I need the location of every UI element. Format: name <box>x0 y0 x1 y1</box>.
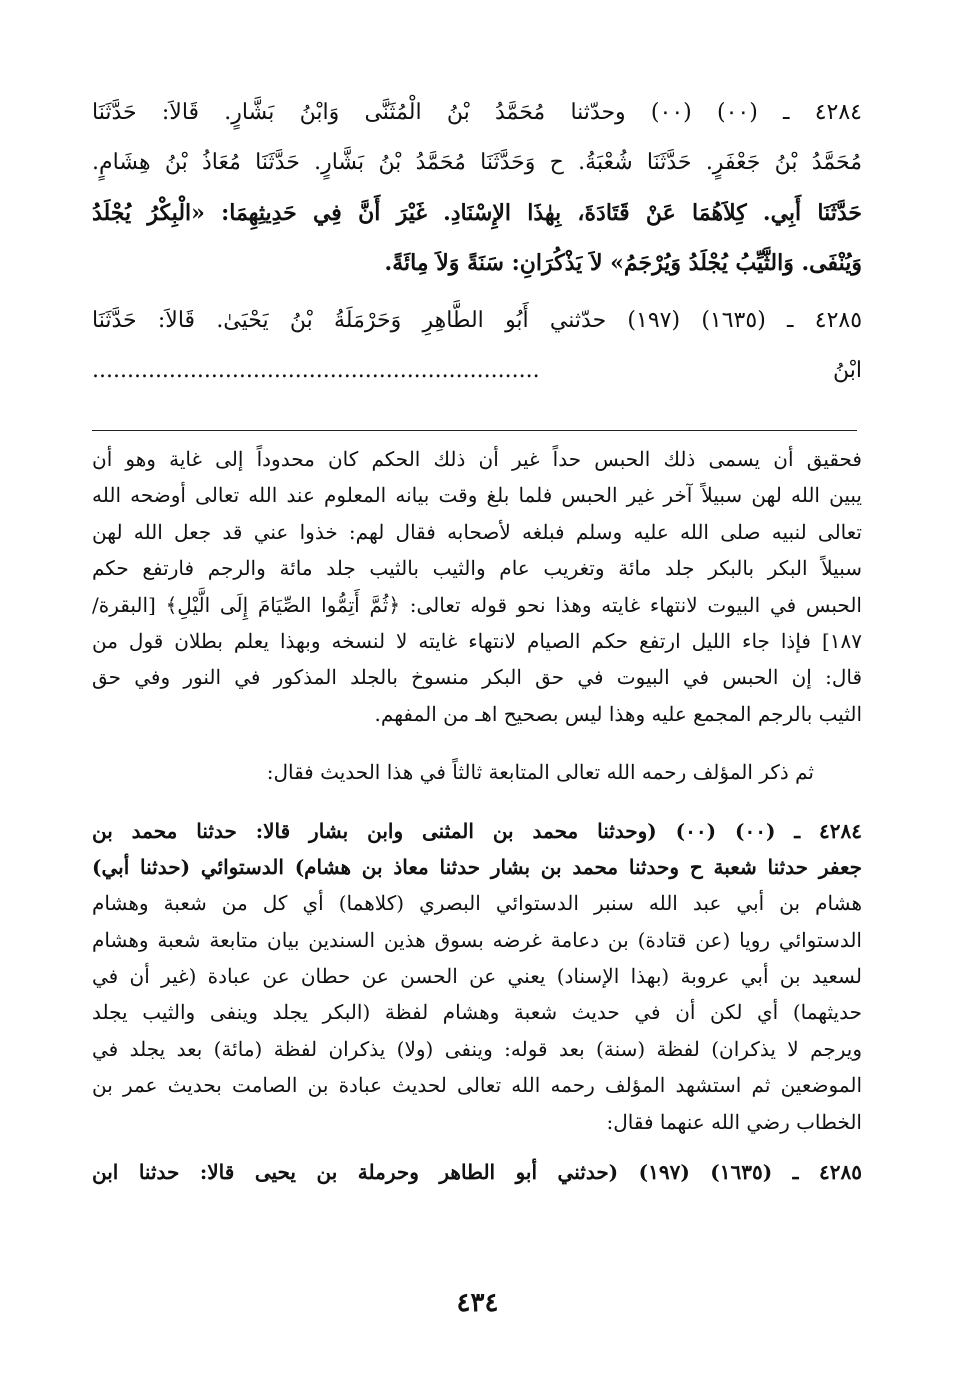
hadith-4284-line: وَيُنْفَى. وَالثَّيِّبُ يُجْلَدُ وَيُرْجَمُ» لاَ يَذْكُرَانِ: سَنَةً وَلاَ مِائَةً. <box>384 250 862 276</box>
sharh-4284-line: هشام بن أبي عبد الله سنبر الدستوائي البصري (كلاهما) أي كل من شعبة وهشام <box>92 891 862 916</box>
commentary-line: تعالى لنبيه صلى الله عليه وسلم فبلغه لأصحابه فقال لهم: خذوا عني قد جعل الله لهن <box>92 519 862 544</box>
page-content <box>92 88 862 1190</box>
sharh-4284-line: ٤٢٨٤ ـ (٠٠) (٠٠) (وحدثنا محمد بن المثنى وابن بشار قالا: حدثنا محمد بن <box>92 818 862 843</box>
sharh-4284-line: ويرجم لا يذكران) لفظة (سنة) بعد قوله: وينفى (ولا) يذكران لفظة (مائة) بعد يجلد في <box>92 1036 862 1061</box>
page-number: ٤٣٤ <box>456 1288 499 1318</box>
commentary-line: الحبس في البيوت لانتهاء غايته وهذا نحو قوله تعالى: ﴿ثُمَّ أَتِمُّوا الصِّيَامَ إِلَى الَّيْلِ﴾ [البقرة/ <box>92 592 862 617</box>
sharh-4284-line: الخطاب رضي الله عنهما فقال: <box>606 1109 862 1134</box>
sharh-4284-line: لسعيد بن أبي عروبة (بهذا الإسناد) يعني عن الحسن عن حطان عن عبادة (غير أن في <box>92 964 862 989</box>
commentary-line: قال: إن الحبس في البيوت في حق البكر منسوخ بالجلد المذكور في النور وفي حق <box>92 665 862 690</box>
sharh-4284-line: الموضعين ثم استشهد المؤلف رحمه الله تعالى لحديث عبادة بن الصامت بحديث عمر بن <box>92 1073 862 1098</box>
footnote-divider <box>92 430 857 431</box>
hadith-4285-line: ٤٢٨٥ ـ (١٦٣٥) (١٩٧) حدّثني أَبُو الطَّاهِرِ وَحَرْمَلَةُ بْنُ يَحْيَىٰ. قَالاَ: حَدَّثَنَا <box>92 308 862 333</box>
hadith-4284-line: ٤٢٨٤ ـ (٠٠) (٠٠) وحدّثنا مُحَمَّدُ بْنُ الْمُثَنَّى وَابْنُ بَشَّارٍ. قَالاَ: حَدَّثَنَا <box>92 100 862 125</box>
commentary-block <box>92 441 862 1190</box>
commentary-line: ١٨٧] فإذا جاء الليل ارتفع حكم الصيام لانتهاء غايته لا لنسخه وبهذا يعلم بطلان قول من <box>92 628 862 653</box>
transition-line: ثم ذكر المؤلف رحمه الله تعالى المتابعة ثالثاً في هذا الحديث فقال: <box>266 760 814 785</box>
commentary-line: سبيلاً البكر بالبكر جلد مائة وتغريب عام والثيب بالثيب جلد مائة والرجم فارتفع حكم <box>92 556 862 581</box>
hadith-text-block <box>92 88 862 396</box>
commentary-line: يبين الله لهن سبيلاً آخر غير الحبس فلما بلغ وقت بيانه المعلوم عند الله تعالى أوضحه الله <box>92 483 862 508</box>
hadith-4285-line: ابْنُ ................................................................ <box>92 358 862 383</box>
sharh-4285-line: ٤٢٨٥ ـ (١٦٣٥) (١٩٧) (حدثني أبو الطاهر وحرملة بن يحيى قالا: حدثنا ابن <box>92 1160 862 1185</box>
sharh-4284-line: حديثهما) أي لكن أن في حديث شعبة وهشام لفظة (البكر يجلد وينفى والثيب يجلد <box>92 1000 862 1025</box>
hadith-4284-line: حَدَّثَنَا أَبِي. كِلاَهُمَا عَنْ قَتَادَةَ، بِهٰذَا الإِسْنَادِ. غَيْرَ أَنَّ فِي حَدِيثِهِمَا: «الْبِكْرُ يُجْلَدُ <box>92 200 862 226</box>
hadith-4284-line: مُحَمَّدُ بْنُ جَعْفَرٍ. حَدَّثَنَا شُعْبَةُ. ح وَحَدَّثَنَا مُحَمَّدُ بْنُ بَشَّارٍ. حَدَّثَنَا مُعَاذُ بْنُ هِشَامٍ. <box>92 150 862 175</box>
sharh-4284-line: الدستوائي رويا (عن قتادة) بن دعامة غرضه بسوق هذين السندين بيان متابعة شعبة وهشام <box>92 927 862 952</box>
commentary-line: الثيب بالرجم المجمع عليه وهذا ليس بصحيح اهـ من المفهم. <box>374 701 862 726</box>
commentary-line: فحقيق أن يسمى ذلك الحبس حداً غير أن ذلك الحكم كان محدوداً إلى غاية وهو أن <box>92 447 862 471</box>
sharh-4284-line: جعفر حدثنا شعبة ح وحدثنا محمد بن بشار حدثنا معاذ بن هشام) الدستوائي (حدثنا أبي) <box>92 854 862 879</box>
